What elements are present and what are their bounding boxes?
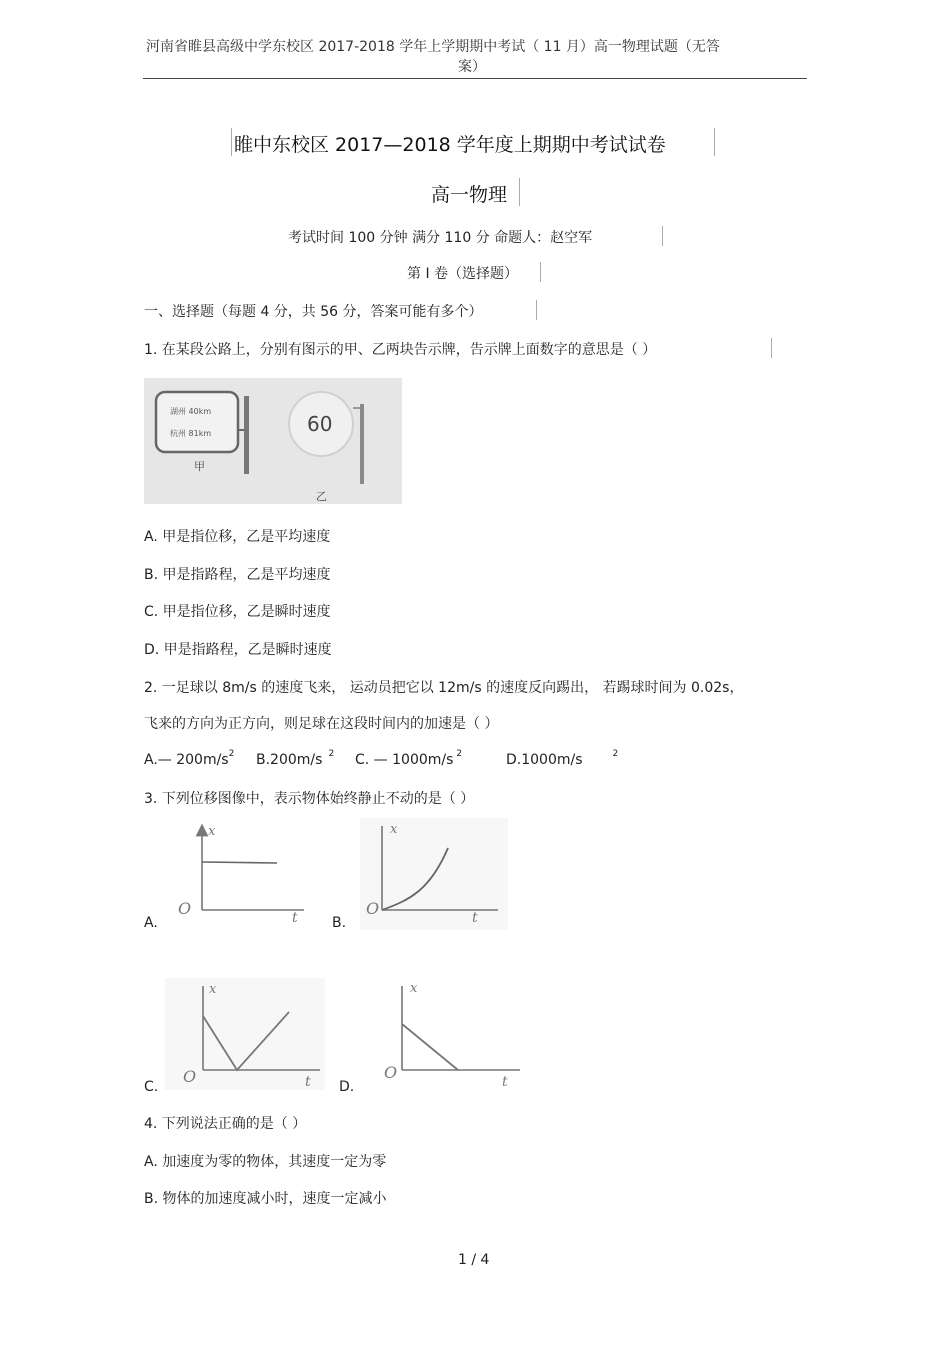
graph-d-t-label: t xyxy=(502,1074,508,1090)
q3-label-d: D. xyxy=(339,1079,355,1095)
subject-edge-mark xyxy=(519,178,520,206)
volume-heading: 第 I 卷（选择题） xyxy=(407,266,519,282)
sign-yi-label: 乙 xyxy=(316,490,327,503)
graph-a xyxy=(172,822,312,927)
exam-info: 考试时间 100 分钟 满分 110 分 命题人：赵空军 xyxy=(288,230,593,246)
q2-option-c: C. — 1000m/s $^2$ xyxy=(355,749,463,768)
graph-d xyxy=(380,978,528,1090)
question-2-line1: 2. 一足球以 8m/s 的速度飞来， 运动员把它以 12m/s 的速度反向踢出， 若踢球时间为 0.02s， xyxy=(144,680,744,696)
graph-b-x-label: x xyxy=(390,822,398,837)
exam-title: 睢中东校区 2017—2018 学年度上期期中考试试卷 xyxy=(234,134,666,156)
sign-yi-value: 60 xyxy=(307,412,333,436)
section-edge-mark xyxy=(536,300,537,320)
graph-a-x-label: x xyxy=(208,824,216,839)
graph-a-t-label: t xyxy=(292,910,298,926)
question-4-stem: 4. 下列说法正确的是（ ） xyxy=(144,1116,307,1132)
q3-label-a: A. xyxy=(144,915,158,931)
title-edge-mark-left xyxy=(231,128,232,156)
exam-subject: 高一物理 xyxy=(431,184,508,206)
graph-b-origin-label: O xyxy=(366,899,380,918)
sign-jia-label: 甲 xyxy=(194,460,205,473)
question-3-stem: 3. 下列位移图像中，表示物体始终静止不动的是（ ） xyxy=(144,791,475,807)
section-heading: 一、选择题（每题 4 分，共 56 分，答案可能有多个） xyxy=(144,304,483,320)
q4-option-a: A. 加速度为零的物体，其速度一定为零 xyxy=(144,1154,387,1170)
header-rule xyxy=(143,78,807,79)
graph-a-constant-line xyxy=(202,862,277,863)
title-edge-mark xyxy=(714,128,715,156)
question-2-line2: 飞来的方向为正方向，则足球在这段时间内的加速是（ ） xyxy=(144,716,499,732)
q1-option-b: B. 甲是指路程，乙是平均速度 xyxy=(144,567,331,583)
running-header-line1: 河南省睢县高级中学东校区 2017-2018 学年上学期期中考试（ 11 月）高一物理试题（无答 xyxy=(146,39,720,55)
page-number: 1 / 4 xyxy=(458,1252,490,1268)
graph-d-x-label: x xyxy=(410,981,418,996)
q1-option-c: C. 甲是指位移，乙是瞬时速度 xyxy=(144,604,331,620)
graph-d-origin-label: O xyxy=(384,1063,398,1082)
q4-option-b: B. 物体的加速度减小时，速度一定减小 xyxy=(144,1191,387,1207)
graph-c-x-label: x xyxy=(209,982,217,997)
q3-label-c: C. xyxy=(144,1079,159,1095)
sign-jia-line1: 湖州 40km xyxy=(170,407,212,416)
q3-label-b: B. xyxy=(332,915,347,931)
road-signs-drawing xyxy=(144,378,402,504)
road-signs-photo xyxy=(144,378,402,504)
graph-c-origin-label: O xyxy=(183,1067,197,1086)
graph-a-origin-label: O xyxy=(178,899,192,918)
graph-d-line xyxy=(402,1024,458,1070)
q2-option-a: A.— $200m/s^2$ xyxy=(144,749,235,768)
q1-edge-mark xyxy=(771,338,772,358)
graph-c-t-label: t xyxy=(305,1074,311,1090)
q2-option-d: D.1000m/s $^2$ xyxy=(506,749,619,768)
q1-option-d: D. 甲是指路程，乙是瞬时速度 xyxy=(144,642,332,658)
graph-b xyxy=(360,818,508,930)
question-1-stem: 1. 在某段公路上，分别有图示的甲、乙两块告示牌，告示牌上面数字的意思是（ ） xyxy=(144,342,657,358)
sign-jia-line2: 杭州 81km xyxy=(170,429,212,438)
volume-edge-mark xyxy=(540,262,541,282)
q1-option-a: A. 甲是指位移，乙是平均速度 xyxy=(144,529,331,545)
info-edge-mark xyxy=(662,226,663,246)
graph-c xyxy=(165,978,325,1090)
running-header-line2: 案） xyxy=(458,59,486,75)
graph-b-t-label: t xyxy=(472,910,478,926)
q2-option-b: B.200m/s $^2$ xyxy=(256,749,335,768)
